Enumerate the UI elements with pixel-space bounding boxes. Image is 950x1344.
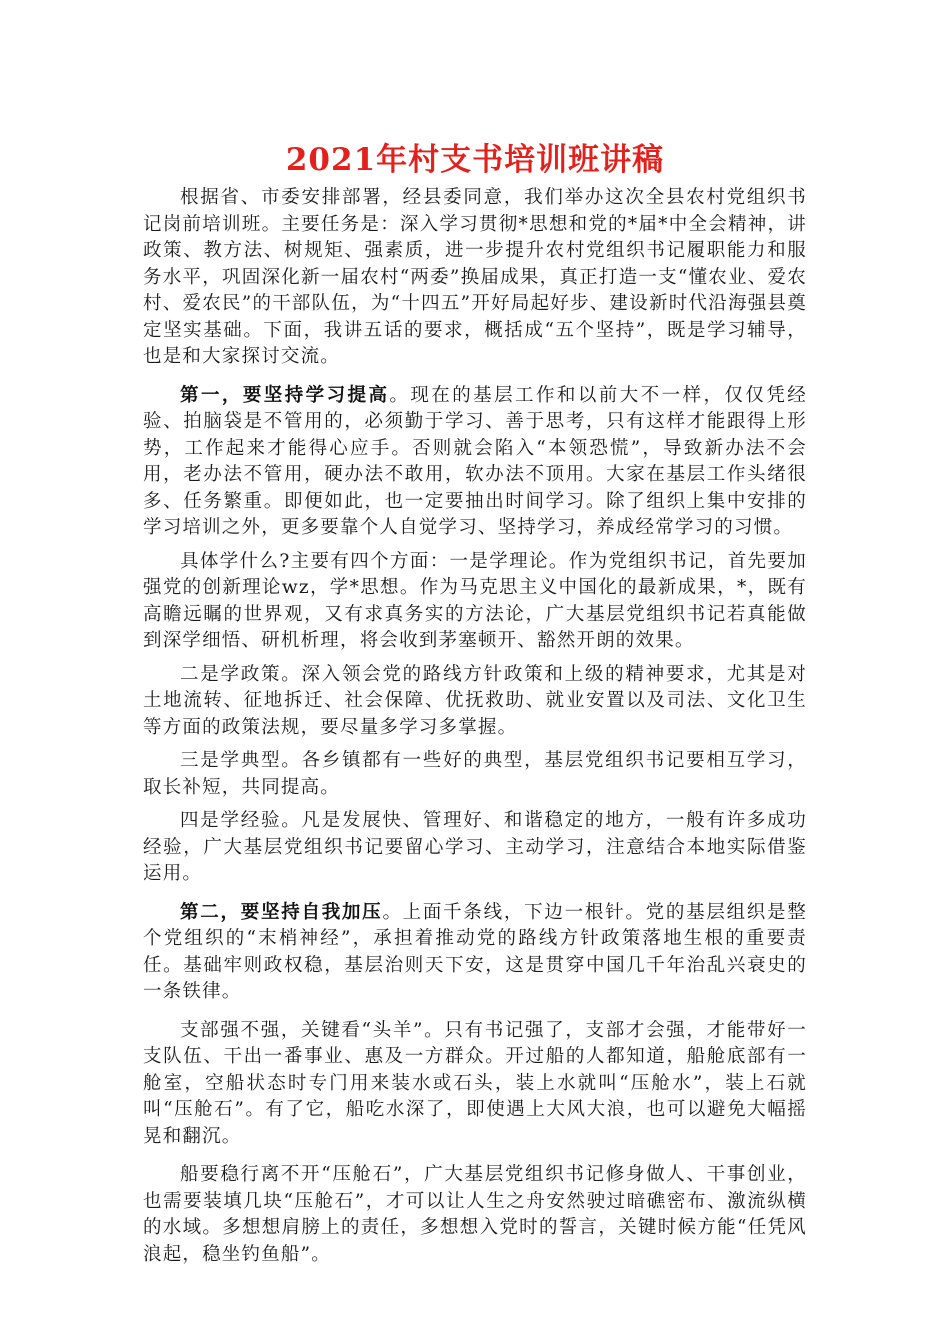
paragraph-intro — [143, 185, 807, 371]
paragraph-study-experience — [143, 808, 807, 888]
document-title: 2021年村支书培训班讲稿 — [285, 142, 665, 178]
paragraph-text: 。上面千条线，下边一根针。党的基层组织是整个党组织的“末梢神经”，承担着推动党的路线方针政策落地生根的重要责任。基础牢则政权稳，基层治则天下安，这是贯穿中国几千年治乱兴衰史的一条铁律。 — [143, 901, 807, 1002]
paragraph-text: 二是学政策。深入领会党的路线方针政策和上级的精神要求，尤其是对土地流转、征地拆迁、社会保障、优抚救助、就业安置以及司法、文化卫生等方面的政策法规，要尽量多学习多掌握。 — [143, 663, 807, 738]
paragraph-text: 三是学典型。各乡镇都有一些好的典型，基层党组织书记要相互学习，取长补短，共同提高。 — [143, 750, 807, 798]
paragraph-text: 船要稳行离不开“压舱石”，广大基层党组织书记修身做人、干事创业，也需要装填几块“压舱石”，才可以让人生之舟安然驶过暗礁密布、激流纵横的水域。多想想肩膀上的责任，多想想入党时的誓言，关键时候方能“任凭风浪起，稳坐钓鱼船”。 — [143, 1164, 807, 1265]
paragraph-text: 四是学经验。凡是发展快、管理好、和谐稳定的地方，一般有许多成功经验，广大基层党组织书记要留心学习、主动学习，注意结合本地实际借鉴运用。 — [143, 810, 807, 884]
paragraph-section-1 — [143, 383, 807, 542]
paragraph-branch-leader — [143, 1018, 807, 1151]
paragraph-study-models — [143, 748, 807, 801]
paragraph-text: 根据省、市委安排部署，经县委同意，我们举办这次全县农村党组织书记岗前培训班。主要任务是：深入学习贯彻*思想和党的*届*中全会精神，讲政策、教方法、树规矩、强素质，进一步提升农村党组织书记履职能力和服务水平，巩固深化新一届农村“两委”换届成果，真正打造一支“懂农业、爱农村、爱农民”的干部队伍，为“十四五”开好局起好步、建设新时代沿海强县奠定坚实基础。下面，我讲五话的要求，概括成“五个坚持”，既是学习辅导，也是和大家探讨交流。 — [143, 187, 807, 367]
paragraph-study-theory — [143, 549, 807, 655]
paragraph-text: 具体学什么?主要有四个方面：一是学理论。作为党组织书记，首先要加强党的创新理论wz，学*思想。作为马克思主义中国化的最新成果，*，既有高瞻远瞩的世界观，又有求真务实的方法论，广大基层党组织书记若真能做到深学细悟、研机析理，将会收到茅塞顿开、豁然开朗的效果。 — [143, 550, 807, 651]
paragraph-study-policy — [143, 662, 807, 742]
document-body — [143, 185, 807, 1275]
section-heading: 第二，要坚持自我加压 — [180, 901, 383, 923]
section-heading: 第一，要坚持学习提高 — [180, 384, 390, 406]
paragraph-section-2 — [143, 900, 807, 1006]
paragraph-text: 。现在的基层工作和以前大不一样，仅仅凭经验、拍脑袋是不管用的，必须勤于学习、善于思考，只有这样才能跟得上形势，工作起来才能得心应手。否则就会陷入“本领恐慌”，导致新办法不会用，老办法不管用，硬办法不敢用，软办法不顶用。大家在基层工作头绪很多、任务繁重。即便如此，也一定要抽出时间学习。除了组织上集中安排的学习培训之外，更多要靠个人自觉学习、坚持学习，养成经常学习的习惯。 — [143, 384, 807, 538]
paragraph-ballast-stone — [143, 1162, 807, 1268]
paragraph-text: 支部强不强，关键看“头羊”。只有书记强了，支部才会强，才能带好一支队伍、干出一番事业、惠及一方群众。开过船的人都知道，船舱底部有一舱室，空船状态时专门用来装水或石头，装上水就叫“压舱水”，装上石就叫“压舱石”。有了它，船吃水深了，即使遇上大风大浪，也可以避免大幅摇晃和翻沉。 — [143, 1019, 807, 1147]
